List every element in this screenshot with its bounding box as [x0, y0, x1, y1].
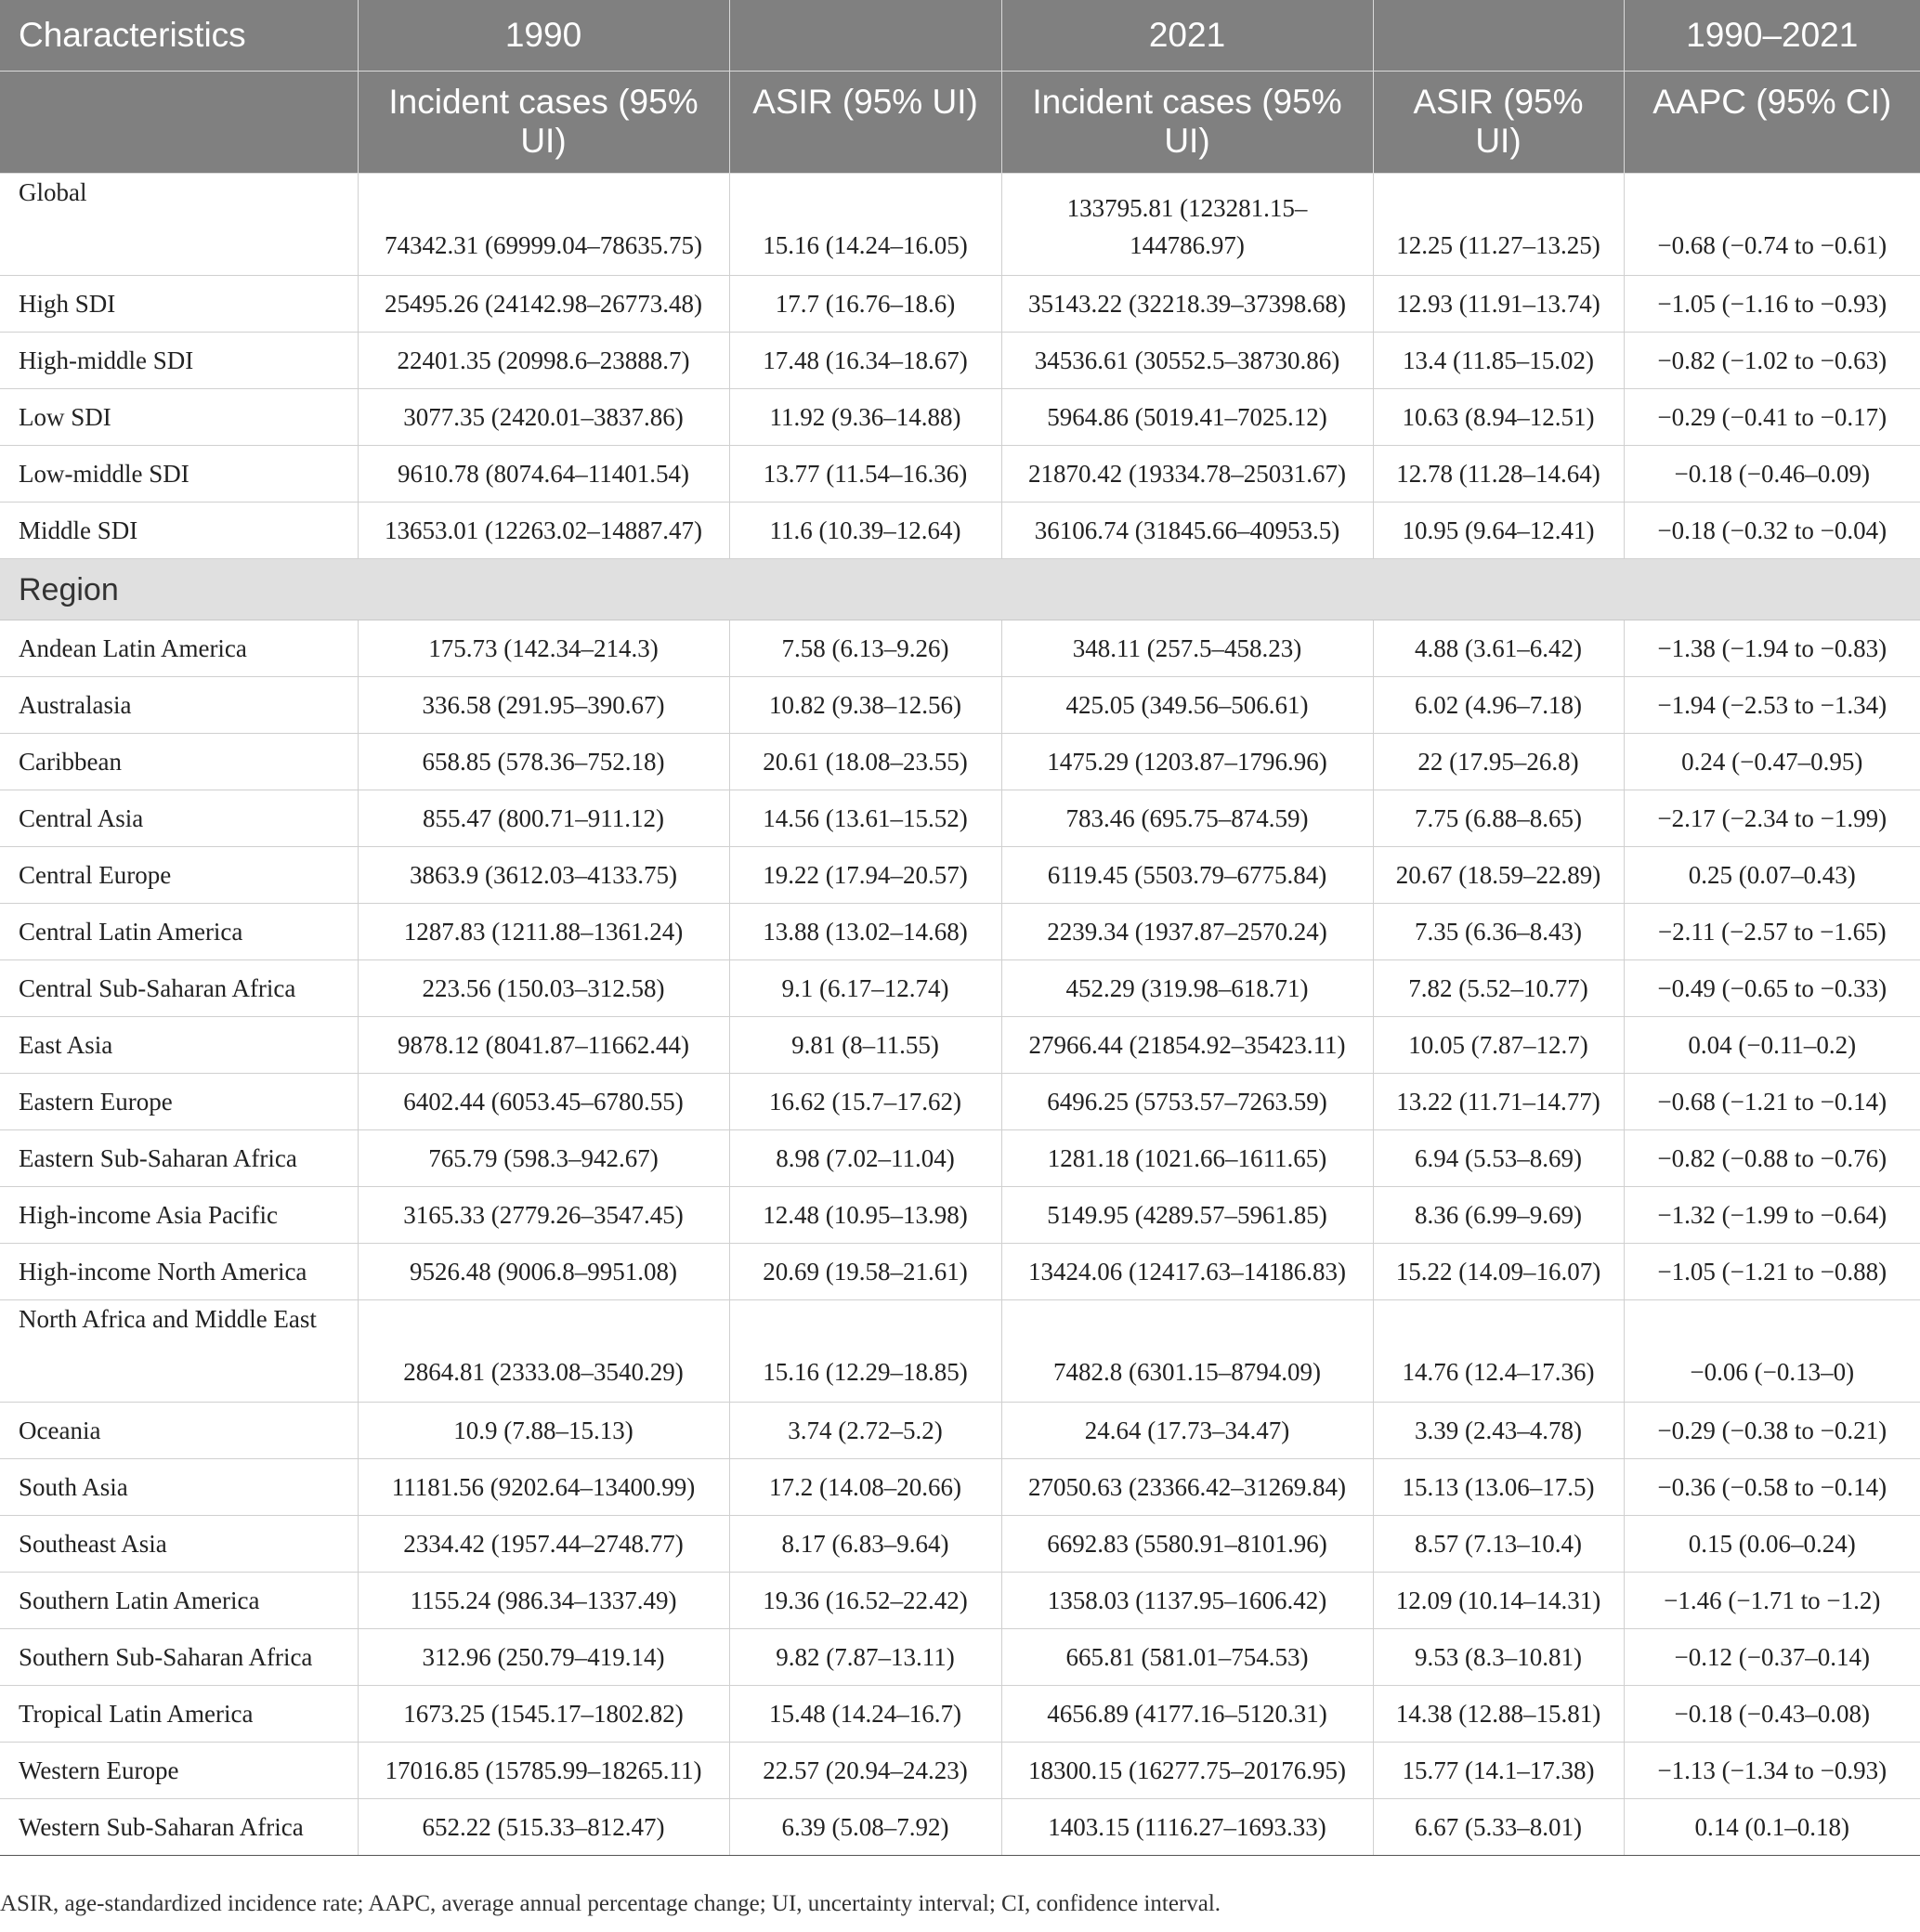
cases-1990: 652.22 (515.33–812.47) — [358, 1799, 729, 1856]
asir-2021: 4.88 (3.61–6.42) — [1373, 620, 1624, 677]
cases-2021: 18300.15 (16277.75–20176.95) — [1001, 1743, 1373, 1799]
row-label: Oceania — [0, 1403, 358, 1459]
cases-1990: 11181.56 (9202.64–13400.99) — [358, 1459, 729, 1516]
aapc-value: −0.18 (−0.32 to −0.04) — [1624, 503, 1920, 559]
cases-1990: 3863.9 (3612.03–4133.75) — [358, 847, 729, 904]
row-label: East Asia — [0, 1017, 358, 1074]
asir-1990: 3.74 (2.72–5.2) — [729, 1403, 1001, 1459]
table-row — [0, 1573, 1920, 1629]
cases-1990: 2864.81 (2333.08–3540.29) — [358, 1300, 729, 1403]
asir-2021: 12.25 (11.27–13.25) — [1373, 174, 1624, 276]
asir-1990: 6.39 (5.08–7.92) — [729, 1799, 1001, 1856]
row-label: High-income Asia Pacific — [0, 1187, 358, 1244]
header-asir-2021: ASIR (95% UI) — [1373, 72, 1624, 174]
cases-2021: 13424.06 (12417.63–14186.83) — [1001, 1244, 1373, 1300]
header-period: 1990–2021 — [1624, 0, 1920, 72]
asir-1990: 19.36 (16.52–22.42) — [729, 1573, 1001, 1629]
cases-2021: 1358.03 (1137.95–1606.42) — [1001, 1573, 1373, 1629]
asir-1990: 9.81 (8–11.55) — [729, 1017, 1001, 1074]
row-label: North Africa and Middle East — [0, 1300, 358, 1403]
row-label: High SDI — [0, 276, 358, 333]
aapc-value: 0.24 (−0.47–0.95) — [1624, 734, 1920, 790]
asir-2021: 6.94 (5.53–8.69) — [1373, 1130, 1624, 1187]
table-row — [0, 1743, 1920, 1799]
asir-1990: 19.22 (17.94–20.57) — [729, 847, 1001, 904]
table-row — [0, 333, 1920, 389]
aapc-value: −0.29 (−0.41 to −0.17) — [1624, 389, 1920, 446]
asir-2021: 10.05 (7.87–12.7) — [1373, 1017, 1624, 1074]
header-blank-2 — [1373, 0, 1624, 72]
cases-1990: 17016.85 (15785.99–18265.11) — [358, 1743, 729, 1799]
table-row — [0, 960, 1920, 1017]
table-footnote: ASIR, age-standardized incidence rate; AAPC, average annual percentage change; UI, uncertainty interval; CI, confidence interval. — [0, 1891, 1221, 1916]
aapc-value: −1.13 (−1.34 to −0.93) — [1624, 1743, 1920, 1799]
asir-1990: 22.57 (20.94–24.23) — [729, 1743, 1001, 1799]
cases-2021: 6119.45 (5503.79–6775.84) — [1001, 847, 1373, 904]
table-row — [0, 1686, 1920, 1743]
header-aapc: AAPC (95% CI) — [1624, 72, 1920, 174]
asir-1990: 15.16 (12.29–18.85) — [729, 1300, 1001, 1403]
row-label: Caribbean — [0, 734, 358, 790]
asir-1990: 17.7 (16.76–18.6) — [729, 276, 1001, 333]
row-label: Andean Latin America — [0, 620, 358, 677]
row-label: Global — [0, 174, 358, 276]
row-label: Southern Latin America — [0, 1573, 358, 1629]
header-cases-2021: Incident cases (95% UI) — [1001, 72, 1373, 174]
aapc-value: 0.25 (0.07–0.43) — [1624, 847, 1920, 904]
header-cases-1990: Incident cases (95% UI) — [358, 72, 729, 174]
asir-1990: 11.6 (10.39–12.64) — [729, 503, 1001, 559]
row-label: Eastern Sub-Saharan Africa — [0, 1130, 358, 1187]
asir-1990: 9.1 (6.17–12.74) — [729, 960, 1001, 1017]
cases-2021: 6496.25 (5753.57–7263.59) — [1001, 1074, 1373, 1130]
asir-1990: 7.58 (6.13–9.26) — [729, 620, 1001, 677]
asir-1990: 20.69 (19.58–21.61) — [729, 1244, 1001, 1300]
asir-2021: 22 (17.95–26.8) — [1373, 734, 1624, 790]
row-label: Western Sub-Saharan Africa — [0, 1799, 358, 1856]
asir-2021: 15.22 (14.09–16.07) — [1373, 1244, 1624, 1300]
table-row — [0, 446, 1920, 503]
row-label: Southeast Asia — [0, 1516, 358, 1573]
table-row — [0, 1459, 1920, 1516]
cases-1990: 74342.31 (69999.04–78635.75) — [358, 174, 729, 276]
cases-1990: 13653.01 (12263.02–14887.47) — [358, 503, 729, 559]
aapc-value: −0.36 (−0.58 to −0.14) — [1624, 1459, 1920, 1516]
aapc-value: −1.94 (−2.53 to −1.34) — [1624, 677, 1920, 734]
cases-2021: 27050.63 (23366.42–31269.84) — [1001, 1459, 1373, 1516]
aapc-value: −2.11 (−2.57 to −1.65) — [1624, 904, 1920, 960]
asir-1990: 20.61 (18.08–23.55) — [729, 734, 1001, 790]
cases-2021: 21870.42 (19334.78–25031.67) — [1001, 446, 1373, 503]
aapc-value: 0.15 (0.06–0.24) — [1624, 1516, 1920, 1573]
section-label: Region — [0, 559, 1920, 620]
cases-1990: 658.85 (578.36–752.18) — [358, 734, 729, 790]
aapc-value: −1.32 (−1.99 to −0.64) — [1624, 1187, 1920, 1244]
asir-2021: 6.02 (4.96–7.18) — [1373, 677, 1624, 734]
row-label: Low-middle SDI — [0, 446, 358, 503]
asir-2021: 14.38 (12.88–15.81) — [1373, 1686, 1624, 1743]
aapc-value: −0.82 (−1.02 to −0.63) — [1624, 333, 1920, 389]
cases-2021: 4656.89 (4177.16–5120.31) — [1001, 1686, 1373, 1743]
asir-2021: 12.78 (11.28–14.64) — [1373, 446, 1624, 503]
asir-1990: 10.82 (9.38–12.56) — [729, 677, 1001, 734]
cases-2021: 36106.74 (31845.66–40953.5) — [1001, 503, 1373, 559]
header-row-metrics — [0, 72, 1920, 174]
aapc-value: −0.29 (−0.38 to −0.21) — [1624, 1403, 1920, 1459]
asir-1990: 12.48 (10.95–13.98) — [729, 1187, 1001, 1244]
aapc-value: −1.05 (−1.21 to −0.88) — [1624, 1244, 1920, 1300]
asir-2021: 12.09 (10.14–14.31) — [1373, 1573, 1624, 1629]
aapc-value: −0.06 (−0.13–0) — [1624, 1300, 1920, 1403]
row-label: Central Europe — [0, 847, 358, 904]
aapc-value: −0.49 (−0.65 to −0.33) — [1624, 960, 1920, 1017]
cases-1990: 25495.26 (24142.98–26773.48) — [358, 276, 729, 333]
asir-1990: 14.56 (13.61–15.52) — [729, 790, 1001, 847]
row-label: Southern Sub-Saharan Africa — [0, 1629, 358, 1686]
table-row — [0, 734, 1920, 790]
cases-1990: 6402.44 (6053.45–6780.55) — [358, 1074, 729, 1130]
asir-1990: 17.48 (16.34–18.67) — [729, 333, 1001, 389]
cases-1990: 9526.48 (9006.8–9951.08) — [358, 1244, 729, 1300]
row-label: High-middle SDI — [0, 333, 358, 389]
asir-2021: 10.95 (9.64–12.41) — [1373, 503, 1624, 559]
cases-2021: 5149.95 (4289.57–5961.85) — [1001, 1187, 1373, 1244]
cases-2021: 5964.86 (5019.41–7025.12) — [1001, 389, 1373, 446]
aapc-value: 0.04 (−0.11–0.2) — [1624, 1017, 1920, 1074]
aapc-value: −2.17 (−2.34 to −1.99) — [1624, 790, 1920, 847]
cases-1990: 1155.24 (986.34–1337.49) — [358, 1573, 729, 1629]
asir-1990: 11.92 (9.36–14.88) — [729, 389, 1001, 446]
asir-1990: 8.98 (7.02–11.04) — [729, 1130, 1001, 1187]
cases-1990: 9610.78 (8074.64–11401.54) — [358, 446, 729, 503]
asir-2021: 7.75 (6.88–8.65) — [1373, 790, 1624, 847]
cases-2021: 1475.29 (1203.87–1796.96) — [1001, 734, 1373, 790]
table-row — [0, 276, 1920, 333]
asir-1990: 8.17 (6.83–9.64) — [729, 1516, 1001, 1573]
asir-2021: 15.13 (13.06–17.5) — [1373, 1459, 1624, 1516]
row-label: Central Sub-Saharan Africa — [0, 960, 358, 1017]
asir-2021: 10.63 (8.94–12.51) — [1373, 389, 1624, 446]
asir-2021: 7.35 (6.36–8.43) — [1373, 904, 1624, 960]
cases-2021: 7482.8 (6301.15–8794.09) — [1001, 1300, 1373, 1403]
cases-1990: 1287.83 (1211.88–1361.24) — [358, 904, 729, 960]
cases-1990: 175.73 (142.34–214.3) — [358, 620, 729, 677]
asir-1990: 13.77 (11.54–16.36) — [729, 446, 1001, 503]
cases-2021: 452.29 (319.98–618.71) — [1001, 960, 1373, 1017]
cases-2021: 425.05 (349.56–506.61) — [1001, 677, 1373, 734]
asir-2021: 13.22 (11.71–14.77) — [1373, 1074, 1624, 1130]
aapc-value: −0.18 (−0.46–0.09) — [1624, 446, 1920, 503]
aapc-value: −1.05 (−1.16 to −0.93) — [1624, 276, 1920, 333]
asir-1990: 17.2 (14.08–20.66) — [729, 1459, 1001, 1516]
asir-2021: 12.93 (11.91–13.74) — [1373, 276, 1624, 333]
asir-1990: 15.16 (14.24–16.05) — [729, 174, 1001, 276]
cases-1990: 2334.42 (1957.44–2748.77) — [358, 1516, 729, 1573]
cases-2021: 348.11 (257.5–458.23) — [1001, 620, 1373, 677]
aapc-value: −0.68 (−0.74 to −0.61) — [1624, 174, 1920, 276]
cases-1990: 22401.35 (20998.6–23888.7) — [358, 333, 729, 389]
asir-2021: 8.57 (7.13–10.4) — [1373, 1516, 1624, 1573]
row-label: High-income North America — [0, 1244, 358, 1300]
table-row — [0, 174, 1920, 276]
row-label: Central Latin America — [0, 904, 358, 960]
asir-2021: 13.4 (11.85–15.02) — [1373, 333, 1624, 389]
row-label: Low SDI — [0, 389, 358, 446]
asir-2021: 8.36 (6.99–9.69) — [1373, 1187, 1624, 1244]
table-row — [0, 1130, 1920, 1187]
cases-2021: 2239.34 (1937.87–2570.24) — [1001, 904, 1373, 960]
cases-1990: 3165.33 (2779.26–3547.45) — [358, 1187, 729, 1244]
table-row — [0, 620, 1920, 677]
cases-1990: 765.79 (598.3–942.67) — [358, 1130, 729, 1187]
cases-2021: 783.46 (695.75–874.59) — [1001, 790, 1373, 847]
aapc-value: −0.12 (−0.37–0.14) — [1624, 1629, 1920, 1686]
asir-2021: 6.67 (5.33–8.01) — [1373, 1799, 1624, 1856]
cases-2021: 27966.44 (21854.92–35423.11) — [1001, 1017, 1373, 1074]
header-row-years — [0, 0, 1920, 72]
header-characteristics: Characteristics — [0, 0, 358, 72]
table-body — [0, 174, 1920, 1856]
table-row — [0, 904, 1920, 960]
row-label: South Asia — [0, 1459, 358, 1516]
table-row — [0, 1629, 1920, 1686]
cases-2021: 665.81 (581.01–754.53) — [1001, 1629, 1373, 1686]
table-row — [0, 1799, 1920, 1856]
cases-1990: 336.58 (291.95–390.67) — [358, 677, 729, 734]
cases-2021: 24.64 (17.73–34.47) — [1001, 1403, 1373, 1459]
asir-2021: 20.67 (18.59–22.89) — [1373, 847, 1624, 904]
asir-2021: 7.82 (5.52–10.77) — [1373, 960, 1624, 1017]
table-row — [0, 1074, 1920, 1130]
table-row — [0, 677, 1920, 734]
header-blank-0 — [0, 72, 358, 174]
row-label: Middle SDI — [0, 503, 358, 559]
aapc-value: 0.14 (0.1–0.18) — [1624, 1799, 1920, 1856]
aapc-value: −1.38 (−1.94 to −0.83) — [1624, 620, 1920, 677]
row-label: Australasia — [0, 677, 358, 734]
header-year-1990: 1990 — [358, 0, 729, 72]
table-row — [0, 1403, 1920, 1459]
row-label: Tropical Latin America — [0, 1686, 358, 1743]
table-row — [0, 1300, 1920, 1403]
asir-1990: 15.48 (14.24–16.7) — [729, 1686, 1001, 1743]
cases-1990: 9878.12 (8041.87–11662.44) — [358, 1017, 729, 1074]
cases-2021: 35143.22 (32218.39–37398.68) — [1001, 276, 1373, 333]
cases-2021: 1281.18 (1021.66–1611.65) — [1001, 1130, 1373, 1187]
asir-2021: 3.39 (2.43–4.78) — [1373, 1403, 1624, 1459]
cases-2021: 34536.61 (30552.5–38730.86) — [1001, 333, 1373, 389]
cases-1990: 855.47 (800.71–911.12) — [358, 790, 729, 847]
asir-1990: 9.82 (7.87–13.11) — [729, 1629, 1001, 1686]
table-row — [0, 1017, 1920, 1074]
table-row — [0, 847, 1920, 904]
asir-1990: 13.88 (13.02–14.68) — [729, 904, 1001, 960]
asir-2021: 15.77 (14.1–17.38) — [1373, 1743, 1624, 1799]
table-row — [0, 790, 1920, 847]
section-row-region — [0, 559, 1920, 620]
cases-2021: 133795.81 (123281.15–144786.97) — [1001, 174, 1373, 276]
table-row — [0, 1516, 1920, 1573]
cases-1990: 223.56 (150.03–312.58) — [358, 960, 729, 1017]
cases-2021: 1403.15 (1116.27–1693.33) — [1001, 1799, 1373, 1856]
table-header — [0, 0, 1920, 174]
aapc-value: −0.18 (−0.43–0.08) — [1624, 1686, 1920, 1743]
header-year-2021: 2021 — [1001, 0, 1373, 72]
cases-2021: 6692.83 (5580.91–8101.96) — [1001, 1516, 1373, 1573]
cases-1990: 10.9 (7.88–15.13) — [358, 1403, 729, 1459]
row-label: Eastern Europe — [0, 1074, 358, 1130]
header-asir-1990: ASIR (95% UI) — [729, 72, 1001, 174]
row-label: Central Asia — [0, 790, 358, 847]
cases-1990: 3077.35 (2420.01–3837.86) — [358, 389, 729, 446]
asir-2021: 14.76 (12.4–17.36) — [1373, 1300, 1624, 1403]
header-blank-1 — [729, 0, 1001, 72]
table-row — [0, 1187, 1920, 1244]
asir-2021: 9.53 (8.3–10.81) — [1373, 1629, 1624, 1686]
asir-1990: 16.62 (15.7–17.62) — [729, 1074, 1001, 1130]
table-row — [0, 503, 1920, 559]
cases-1990: 312.96 (250.79–419.14) — [358, 1629, 729, 1686]
aapc-value: −0.82 (−0.88 to −0.76) — [1624, 1130, 1920, 1187]
table-row — [0, 389, 1920, 446]
aapc-value: −0.68 (−1.21 to −0.14) — [1624, 1074, 1920, 1130]
aapc-value: −1.46 (−1.71 to −1.2) — [1624, 1573, 1920, 1629]
row-label: Western Europe — [0, 1743, 358, 1799]
table-row — [0, 1244, 1920, 1300]
cases-1990: 1673.25 (1545.17–1802.82) — [358, 1686, 729, 1743]
